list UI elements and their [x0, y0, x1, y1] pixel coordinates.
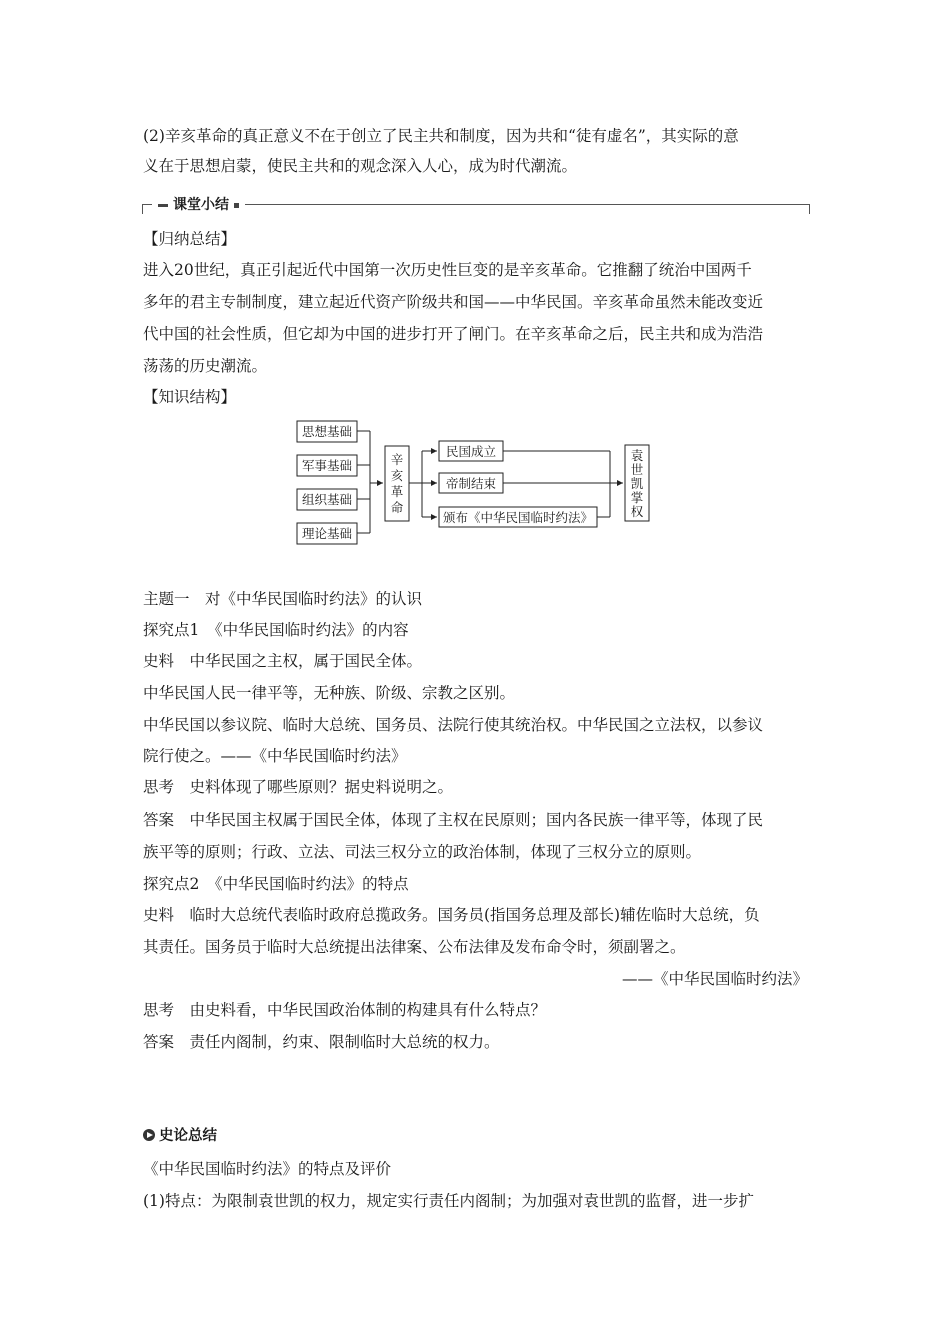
answer-line: 答案 中华民国主权属于国民全体，体现了主权在民原则；国内各民族一律平等，体现了民	[143, 811, 764, 829]
section-label	[152, 196, 245, 214]
summary-line: 多年的君主专制制度，建立起近代资产阶级共和国——中华民国。辛亥革命虽然未能改变近	[143, 293, 764, 311]
summary-line: (1)特点：为限制袁世凯的权力，规定实行责任内阁制；为加强对袁世凯的监督，进一步扩	[143, 1192, 754, 1210]
diagram-label: 亥	[390, 468, 404, 483]
exploration-point: 探究点2 《中华民国临时约法》的特点	[143, 875, 409, 893]
paragraph-line: 义在于思想启蒙，使民主共和的观念深入人心，成为时代潮流。	[143, 157, 578, 175]
diagram-label: 颁布《中华民国临时约法》	[442, 510, 594, 525]
diagram-label: 权	[630, 504, 644, 519]
divider	[809, 204, 810, 214]
paragraph-line: (2)辛亥革命的真正意义不在于创立了民主共和制度，因为共和“徒有虚名”，其实际的意	[143, 127, 739, 145]
diagram-label: 凯	[630, 476, 644, 491]
source-line: 中华民国人民一律平等，无种族、阶级、宗教之区别。	[143, 684, 516, 702]
think-question: 思考 史料体现了哪些原则？据史料说明之。	[143, 778, 454, 796]
source-line: 中华民国以参议院、临时大总统、国务员、法院行使其统治权。中华民国之立法权，以参议	[143, 716, 764, 734]
source-attribution: ——《中华民国临时约法》	[621, 970, 808, 988]
exploration-point: 探究点1 《中华民国临时约法》的内容	[143, 621, 409, 639]
knowledge-structure-diagram	[294, 416, 654, 548]
structure-heading: 【知识结构】	[143, 388, 237, 406]
answer-line: 答案 责任内阁制，约束、限制临时大总统的权力。	[143, 1033, 500, 1051]
diagram-label: 理论基础	[301, 526, 353, 541]
square-icon	[234, 203, 239, 208]
summary-heading: 【归纳总结】	[143, 230, 237, 248]
source-line: 史料 中华民国之主权，属于国民全体。	[143, 652, 423, 670]
summary-line: 《中华民国临时约法》的特点及评价	[143, 1160, 392, 1178]
section-label-text: 课堂小结	[173, 197, 229, 213]
summary-line: 荡荡的历史潮流。	[143, 357, 268, 375]
section-header-history-summary	[143, 1126, 217, 1146]
diagram-label: 组织基础	[301, 492, 353, 507]
dash-icon	[158, 204, 168, 207]
diagram-label: 世	[630, 462, 644, 477]
diagram-label: 袁	[630, 448, 644, 463]
answer-line: 族平等的原则；行政、立法、司法三权分立的政治体制，体现了三权分立的原则。	[143, 843, 702, 861]
think-question: 思考 由史料看，中华民国政治体制的构建具有什么特点？	[143, 1001, 547, 1019]
diagram-label: 思想基础	[301, 424, 353, 439]
diagram-label: 辛	[390, 452, 404, 467]
diagram-label: 帝制结束	[445, 476, 497, 491]
summary-line: 进入20世纪，真正引起近代中国第一次历史性巨变的是辛亥革命。它推翻了统治中国两千	[143, 261, 752, 279]
source-line: 其责任。国务员于临时大总统提出法律案、公布法律及发布命令时，须副署之。	[143, 938, 686, 956]
topic-title: 主题一 对《中华民国临时约法》的认识	[143, 590, 423, 608]
section-header-class-summary	[142, 196, 810, 216]
diagram-label: 军事基础	[301, 458, 353, 473]
diagram-label: 命	[390, 500, 404, 515]
diagram-label: 掌	[630, 490, 644, 505]
section-label-text: 史论总结	[159, 1128, 217, 1144]
diagram-label: 民国成立	[445, 444, 497, 459]
summary-line: 代中国的社会性质，但它却为中国的进步打开了闸门。在辛亥革命之后，民主共和成为浩浩	[143, 325, 764, 343]
divider	[142, 204, 143, 214]
diagram-label: 革	[390, 484, 404, 499]
source-line: 院行使之。——《中华民国临时约法》	[143, 747, 407, 765]
play-icon	[143, 1129, 155, 1141]
source-line: 史料 临时大总统代表临时政府总揽政务。国务员(指国务总理及部长)辅佐临时大总统，负	[143, 906, 760, 924]
